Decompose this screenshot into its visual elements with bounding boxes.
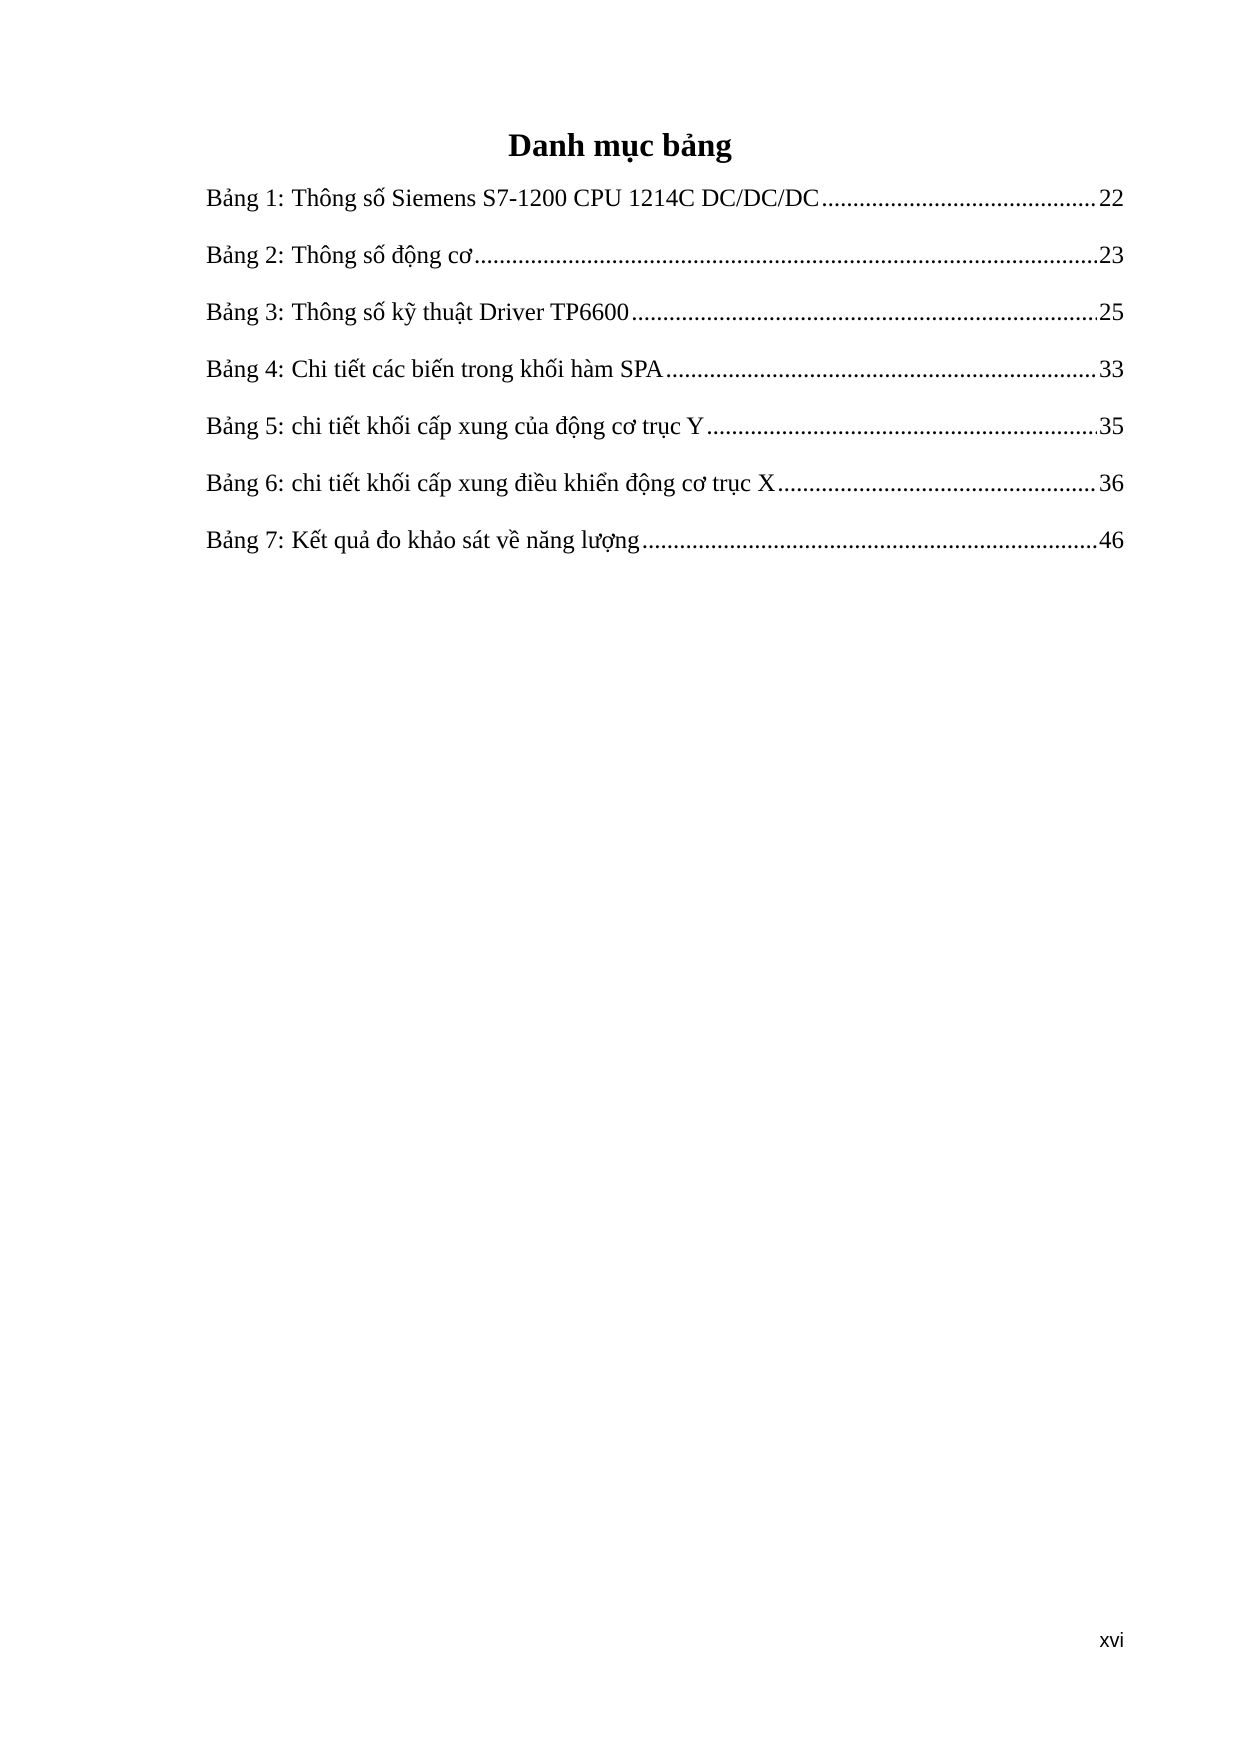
- table-entry-7[interactable]: [206, 527, 1124, 584]
- dot-leader: [821, 185, 1097, 213]
- entry-page: 46: [1099, 527, 1124, 554]
- table-list: [206, 185, 1124, 584]
- entry-label: Bảng 2:: [206, 242, 285, 269]
- page-number: xvi: [1099, 1630, 1124, 1652]
- table-entry-1[interactable]: [206, 185, 1124, 242]
- table-entry-2[interactable]: [206, 242, 1124, 299]
- entry-label: Bảng 5:: [206, 413, 285, 440]
- entry-page: 23: [1099, 242, 1124, 269]
- entry-label: Bảng 7:: [206, 527, 285, 554]
- entry-label: Bảng 4:: [206, 356, 285, 383]
- table-entry-6[interactable]: [206, 470, 1124, 527]
- entry-text: Thông số Siemens S7-1200 CPU 1214C DC/DC/DC: [291, 185, 820, 212]
- dot-leader: [631, 299, 1097, 327]
- entry-text: Thông số kỹ thuật Driver TP6600: [291, 299, 630, 326]
- entry-text: Kết quả đo khảo sát về năng lượng: [291, 527, 640, 554]
- table-entry-5[interactable]: [206, 413, 1124, 470]
- entry-text: Thông số động cơ: [291, 242, 473, 269]
- entry-page: 36: [1099, 470, 1124, 497]
- entry-text: chi tiết khối cấp xung điều khiển động cơ trục X: [291, 470, 776, 497]
- page-title: Danh mục bảng: [508, 128, 732, 164]
- dot-leader: [777, 470, 1097, 498]
- dot-leader: [474, 242, 1097, 270]
- table-entry-4[interactable]: [206, 356, 1124, 413]
- dot-leader: [642, 527, 1097, 555]
- entry-page: 35: [1099, 413, 1124, 440]
- entry-text: chi tiết khối cấp xung của động cơ trục Y: [291, 413, 705, 440]
- table-entry-3[interactable]: [206, 299, 1124, 356]
- entry-page: 22: [1099, 185, 1124, 212]
- dot-leader: [706, 413, 1097, 441]
- entry-page: 33: [1099, 356, 1124, 383]
- dot-leader: [665, 356, 1097, 384]
- entry-label: Bảng 3:: [206, 299, 285, 326]
- entry-text: Chi tiết các biến trong khối hàm SPA: [291, 356, 664, 383]
- entry-label: Bảng 6:: [206, 470, 285, 497]
- entry-label: Bảng 1:: [206, 185, 285, 212]
- entry-page: 25: [1099, 299, 1124, 326]
